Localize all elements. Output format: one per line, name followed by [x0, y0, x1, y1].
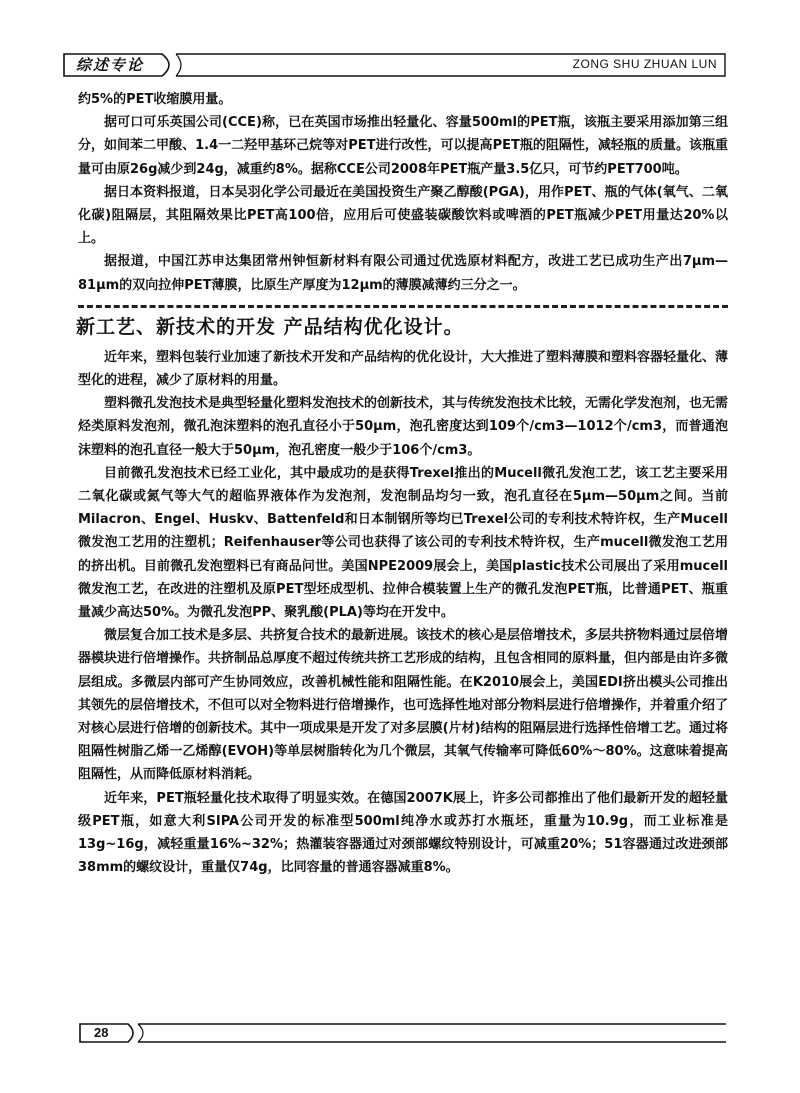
running-header — [62, 51, 727, 79]
paragraph: 近年来，塑料包装行业加速了新技术开发和产品结构的优化设计，大大推进了塑料薄膜和塑料容器轻量化、薄型化的进程，减少了原材料的用量。 — [78, 349, 729, 389]
paragraph: 据报道，中国江苏申达集团常州钟恒新材料有限公司通过优选原材料配方，改进工艺已成功生产出7μm—81μm的双向拉伸PET薄膜，比原生产厚度为12μm的薄膜减薄约三分之一。 — [78, 254, 728, 293]
section-title: 综述专论 — [76, 56, 145, 74]
paragraph: 目前微孔发泡技术已经工业化，其中最成功的是获得Trexel推出的Mucell微孔发泡工艺，该工艺主要采用二氧化碳或氮气等大气的超临界液体作为发泡剂，发泡制品均匀一致，泡孔直径在5μm—50μm之间。当前Milacron、Engel、Huskv、Battenfeld和日本制钢所等均已Trexel公司的专利技术特许权，生产Mucell微发泡工艺用的注塑机；Reifenhauser等公司也获得了该公司的专利技术特许权，生产mucell微发泡工艺用的挤出机。目前微孔发泡塑料已有商品问世。美国NPE2009展会上，美国plastic技术公司展出了采用mucell微发泡工艺，在改进的注塑机及原PET型坯成型机、拉伸合模装置上生产的微孔发泡PET瓶，比普通PET、瓶重量减少高达50%。为微孔发泡PP、聚乳酸(PLA)等均在开发中。 — [78, 465, 728, 621]
section-pinyin: ZONG SHU ZHUAN LUN — [572, 57, 717, 71]
paragraph: 塑料微孔发泡技术是典型轻量化塑料发泡技术的创新技术，其与传统发泡技术比较，无需化学发泡剂，也无需烃类原料发泡剂，微孔泡沫塑料的泡孔直径小于50μm，泡孔密度达到109个/cm3—1012个/cm3，而普通泡沫塑料的泡孔直径一般大于50μm，泡孔密度一般少于106个/cm3。 — [78, 396, 729, 458]
paragraph: 近年来，PET瓶轻量化技术取得了明显实效。在德国2007K展上，许多公司都推出了他们最新开发的超轻量级PET瓶，如意大利SIPA公司开发的标准型500ml纯净水或苏打水瓶坯，重量为10.9g，而工业标准是13g~16g，减轻重量16%~32%；热灌装容器通过对颈部螺纹特别设计，可减重20%；51容器通过改进颈部38mm的螺纹设计，重量仅74g，比同容量的普通容器减重8%。 — [78, 790, 728, 876]
section-heading: 新工艺、新技术的开发 产品结构优化设计。 — [76, 315, 464, 338]
running-footer — [78, 1022, 728, 1044]
article-body — [78, 88, 728, 880]
paragraph: 据日本资料报道，日本吴羽化学公司最近在美国投资生产聚乙醇酸(PGA)，用作PET、瓶的气体(氧气、二氧化碳)阻隔层，其阻隔效果比PET高100倍，应用后可使盛装碳酸饮料或啤酒的PET瓶减少PET用量达20%以上。 — [78, 184, 728, 247]
footer-frame-decoration — [78, 1022, 728, 1044]
page-number: 28 — [94, 1025, 109, 1040]
paragraph: 约5%的PET收缩膜用量。 — [78, 92, 232, 107]
paragraph: 微层复合加工技术是多层、共挤复合技术的最新进展。该技术的核心是层倍增技术，多层共挤物料通过层倍增器模块进行倍增操作。共挤制品总厚度不超过传统共挤工艺形成的结构，且包含相同的原料量，但内部是由许多微层组成。多微层内部可产生协同效应，改善机械性能和阻隔性能。在K2010展会上，美国EDI挤出模头公司推出其领先的层倍增技术，不但可以对全物料进行倍增操作，也可选择性地对部分物料层进行倍增操作，并着重介绍了对核心层进行倍增的创新技术。其中一项成果是开发了对多层膜(片材)结构的阻隔层进行选择性倍增工艺。通过将阻隔性树脂乙烯一乙烯醇(EVOH)等单层树脂转化为几个微层，其氧气传输率可降低60%～80%。这意味着提高阻隔性，从而降低原材料消耗。 — [78, 628, 729, 783]
paragraph: 据可口可乐英国公司(CCE)称，已在英国市场推出轻量化、容量500ml的PET瓶，该瓶主要采用添加第三组分，如间苯二甲酸、1.4一二羟甲基环己烷等对PET进行改性，可以提高PET瓶的阻隔性，减轻瓶的质量。该瓶重量可由原26g减少到24g，减重约8%。据称CCE公司2008年PET瓶产量3.5亿只，可节约PET700吨。 — [78, 115, 728, 177]
section-divider — [78, 305, 728, 308]
